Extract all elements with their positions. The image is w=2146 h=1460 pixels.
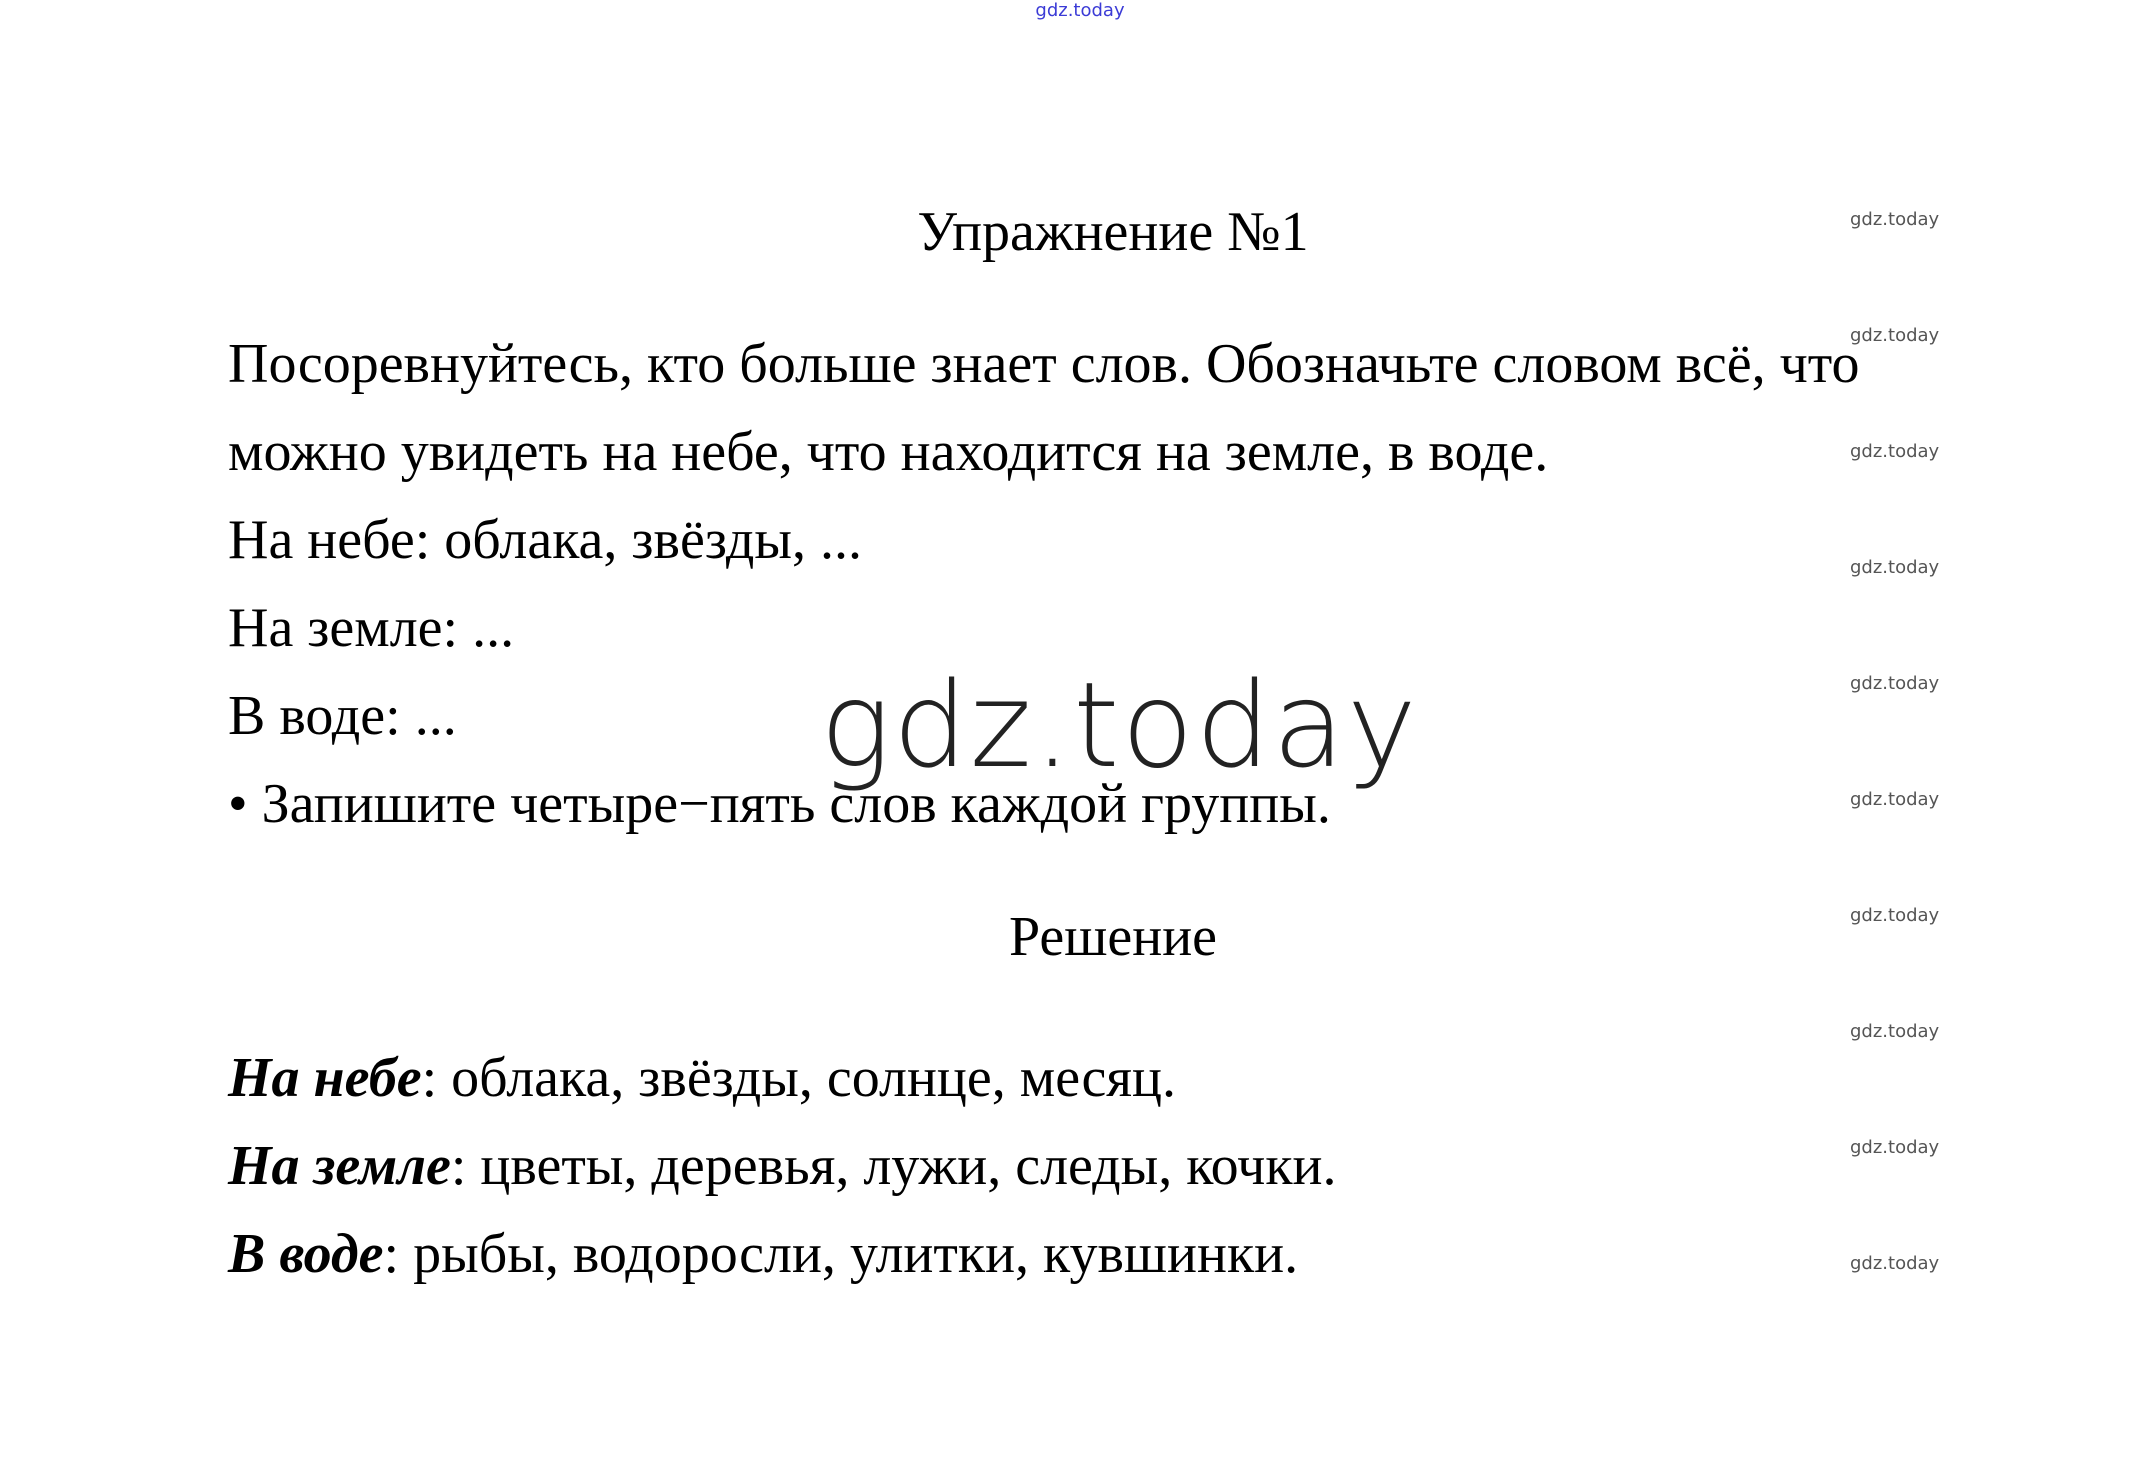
answer-line [228, 1210, 1988, 1298]
answer-text: : облака, звёзды, солнце, месяц. [421, 1047, 1177, 1109]
answer-text: : цветы, деревья, лужи, следы, кочки. [450, 1135, 1337, 1197]
solution-answers [228, 1034, 1988, 1298]
side-watermark: gdz.today [1850, 325, 1940, 346]
side-watermark: gdz.today [1850, 1137, 1940, 1158]
top-watermark: gdz.today [1035, 0, 1125, 21]
side-watermark: gdz.today [1850, 209, 1940, 230]
exercise-title: Упражнение №1 [917, 201, 1309, 263]
answer-term: На земле [228, 1135, 451, 1197]
answer-term: В воде [228, 1223, 384, 1285]
side-watermark: gdz.today [1850, 789, 1940, 810]
task-line: Посоревнуйтесь, кто больше знает слов. Обозначьте словом всё, что [228, 333, 1860, 395]
side-watermark: gdz.today [1850, 905, 1940, 926]
side-watermark: gdz.today [1850, 673, 1940, 694]
answer-term: На небе [228, 1047, 422, 1109]
side-watermark: gdz.today [1850, 1021, 1940, 1042]
answer-line [228, 1034, 1988, 1122]
center-watermark: gdz.today [820, 656, 1419, 794]
side-watermark: gdz.today [1850, 557, 1940, 578]
side-watermark: gdz.today [1850, 441, 1940, 462]
task-line: В воде: ... [228, 685, 457, 747]
answer-text: : рыбы, водоросли, улитки, кувшинки. [383, 1223, 1299, 1285]
answer-line [228, 1122, 1988, 1210]
solution-title: Решение [1008, 906, 1218, 968]
task-line: На небе: облака, звёзды, ... [228, 509, 863, 571]
side-watermark: gdz.today [1850, 1253, 1940, 1274]
task-line: На земле: ... [228, 597, 515, 659]
task-line: можно увидеть на небе, что находится на земле, в воде. [228, 421, 1549, 483]
task-line: • Запишите четыре−пять слов каждой группы. [228, 773, 1331, 835]
